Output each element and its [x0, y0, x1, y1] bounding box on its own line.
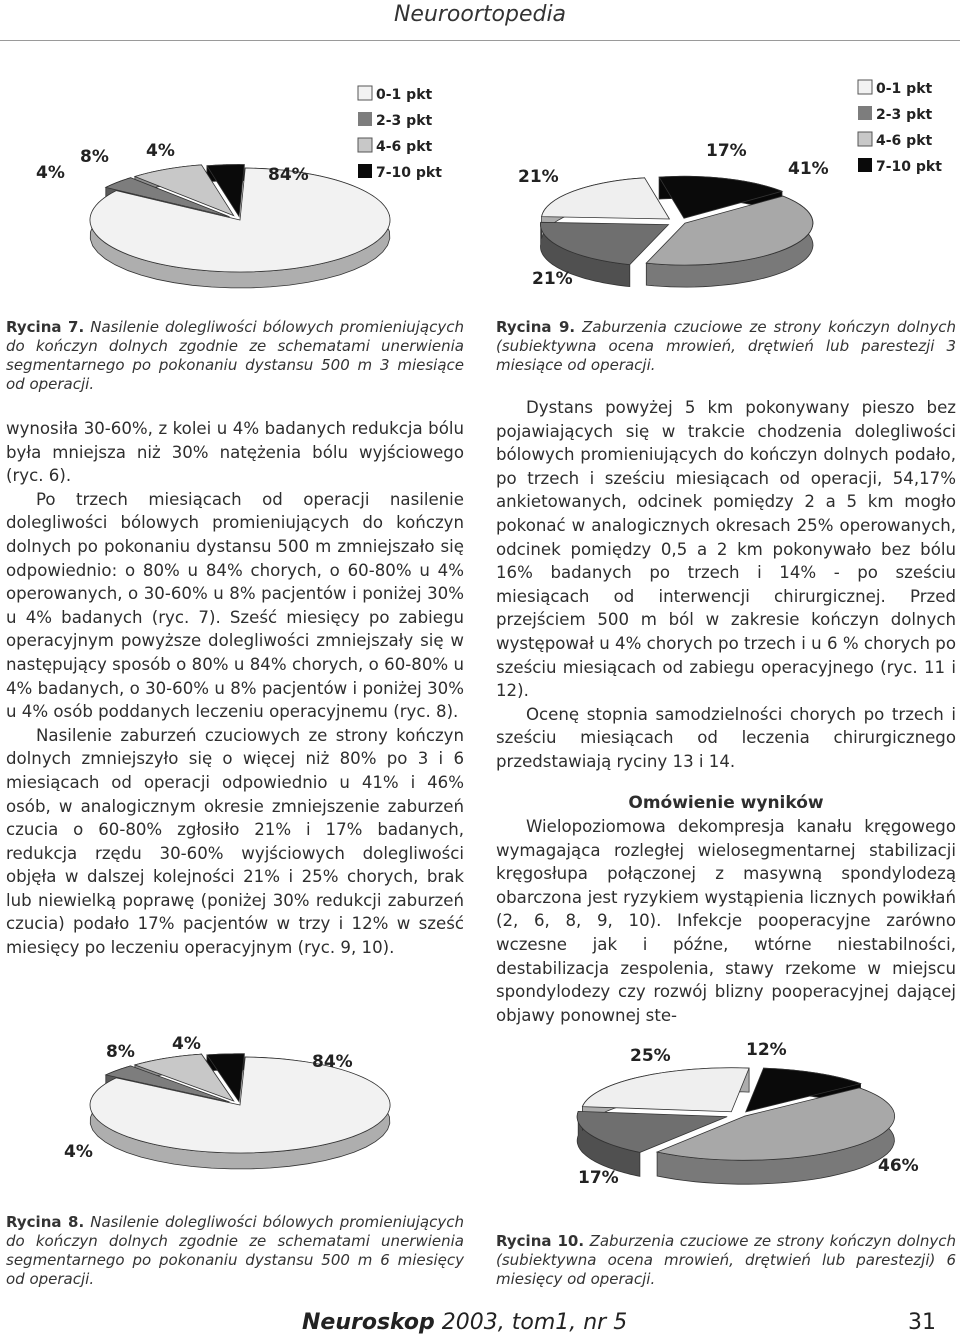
- journal-section-header: Neuroortopedia: [393, 2, 567, 27]
- right-paragraph-3: Wielopoziomowa dekompresja kanału kręgowego wymagająca rozległej wielosegmentarnej stabilizacji kręgosłupa połączonej z masywną spondylodezą obarczona jest ryzykiem wystąpienia licznych powikłań (2, 6, 8, 9, 10). Infekcje pooperacyjne zarówno wczesne jak i późne, wtórne niestabilności, destabilizacja zespolenia, stawy rzekome w miejscu spondylodezy czy rozwój blizny pooperacyjnej dającej objawy ponownej ste-: [496, 817, 956, 1025]
- data-label-21b: 21%: [532, 269, 573, 289]
- page-number: 31: [908, 1310, 936, 1335]
- legend-swatch-2: [358, 138, 372, 152]
- data-label-46: 46%: [878, 1156, 919, 1176]
- journal-footer: [302, 1310, 627, 1335]
- legend-label-2: 4-6 pkt: [376, 139, 433, 155]
- legend-swatch-0: [358, 86, 372, 100]
- data-label-25: 25%: [630, 1046, 671, 1066]
- data-label-84: 84%: [268, 165, 309, 185]
- legend-label-0: 0-1 pkt: [876, 81, 933, 97]
- right-paragraph-2: Ocenę stopnia samodzielności chorych po trzech i sześciu miesiącach od leczenia chirurgicznego przedstawiają ryciny 13 i 14.: [496, 704, 956, 771]
- legend-label-2: 4-6 pkt: [876, 133, 933, 149]
- left-paragraph-1: wynosiła 30-60%, z kolei u 4% badanych redukcja bólu była mniejsza niż 30% natężenia bólu wyjściowego (ryc. 6).: [6, 419, 464, 486]
- legend-swatch-2: [858, 132, 872, 146]
- caption-text: Zaburzenia czuciowe ze strony kończyn dolnych (subiektywna ocena mrowień, drętwień lub parestezji 3 miesiące od operacji.: [496, 318, 956, 374]
- caption-text: Zaburzenia czuciowe ze strony kończyn dolnych (subiektywna ocena mrowień, drętwień lub parestezji) 6 miesięcy od operacji.: [496, 1232, 956, 1288]
- legend-swatch-1: [858, 106, 872, 120]
- caption-fig7: [6, 318, 464, 394]
- legend-swatch-0: [858, 80, 872, 94]
- caption-label: Rycina 8.: [6, 1213, 85, 1231]
- pie-fig7: [90, 165, 390, 288]
- data-label-21a: 21%: [518, 167, 559, 187]
- legend-swatch-3: [858, 158, 872, 172]
- section-heading: Omówienie wyników: [628, 792, 824, 813]
- header-rule: [0, 40, 960, 41]
- data-label-84: 84%: [312, 1052, 353, 1072]
- left-paragraph-2: Po trzech miesiącach od operacji nasilenie dolegliwości bólowych promieniujących do kończyn dolnych po pokonaniu dystansu 500 m zmniejszało się odpowiednio: o 80% u 84% chorych, o 60-80% u 4% operowanych, o 30-60% u 8% pacjentów i poniżej 30% u 4% badanych (ryc. 7). Sześć miesięcy po zabiegu operacyjnym powyższe dolegliwości zmniejszały się w następujący sposób o 80% u 84% chorych, o 60-80% u 4% badanych, o 30-60% u 8% pacjentów i poniżej 30% u 4% osób poddanych leczeniu operacyjnemu (ryc. 8).: [6, 489, 464, 722]
- data-label-17: 17%: [706, 141, 747, 161]
- left-column-text: [6, 417, 464, 960]
- caption-fig9: [496, 318, 956, 375]
- pie-slice-2: [542, 178, 670, 219]
- data-label-8: 8%: [80, 147, 109, 167]
- data-label-41: 41%: [788, 159, 829, 179]
- data-label-12: 12%: [746, 1040, 787, 1060]
- data-label-4a: 4%: [36, 163, 65, 183]
- chart-fig7: [20, 70, 460, 310]
- data-label-4b: 4%: [172, 1034, 201, 1054]
- legend-fig9: [858, 80, 942, 175]
- right-paragraph-1: Dystans powyżej 5 km pokonywany pieszo bez pojawiających się w trakcie chodzenia dolegliwości bólowych promieniujących do kończyn dolnych podało, po trzech i sześciu miesiącach od operacji, 54,17% ankietowanych, odcinek pomiędzy 2 a 5 km mogło pokonać w analogicznych okresach 25% operowanych, odcinek pomiędzy 0,5 a 2 km pokonywało bez bólu 16% badanych po trzech i 14% - po sześciu miesiącach od interwencji chirurgicznej. Przed przejściem 500 m ból w zakresie kończyn dolnych występował u 4% chorych po trzech i u 6 % chorych po sześciu miesiącach od zabiegu operacyjnego (ryc. 11 i 12).: [496, 398, 956, 701]
- data-label-17: 17%: [578, 1168, 619, 1188]
- journal-name: Neuroskop: [302, 1310, 435, 1335]
- data-label-4a: 4%: [64, 1142, 93, 1162]
- caption-label: Rycina 7.: [6, 318, 85, 336]
- pie-fig10: [577, 1068, 895, 1184]
- caption-fig8: [6, 1213, 464, 1289]
- legend-label-3: 7-10 pkt: [376, 165, 442, 181]
- chart-fig9: [510, 70, 950, 310]
- caption-fig10: [496, 1232, 956, 1289]
- journal-issue: 2003, tom1, nr 5: [434, 1310, 628, 1335]
- chart-fig10: [560, 1025, 960, 1205]
- caption-text: Nasilenie dolegliwości bólowych promieniujących do kończyn dolnych zgodnie ze schematami unerwienia segmentarnego po pokonaniu dystansu 500 m 3 miesiące od operacji.: [6, 318, 464, 393]
- legend-swatch-3: [358, 164, 372, 178]
- data-label-4b: 4%: [146, 141, 175, 161]
- legend-swatch-1: [358, 112, 372, 126]
- pie-slice-2: [582, 1068, 749, 1112]
- caption-label: Rycina 10.: [496, 1232, 585, 1250]
- data-label-8: 8%: [106, 1042, 135, 1062]
- caption-label: Rycina 9.: [496, 318, 576, 336]
- legend-label-1: 2-3 pkt: [376, 113, 433, 129]
- legend-label-0: 0-1 pkt: [376, 87, 433, 103]
- chart-fig8: [40, 1025, 440, 1195]
- caption-text: Nasilenie dolegliwości bólowych promieniujących do kończyn dolnych zgodnie ze schematami unerwienia segmentarnego po pokonaniu dystansu 500 m 6 miesięcy od operacji.: [6, 1213, 464, 1288]
- left-paragraph-3: Nasilenie zaburzeń czuciowych ze strony kończyn dolnych zmniejszyło się o więcej niż 80% po 3 i 6 miesiącach od operacji odpowiednio u 41% i 46% osób, w analogicznym okresie zmniejszenie zaburzeń czucia o 60-80% zgłosiło 21% i 17% badanych, redukcja rzędu 30-60% wyjściowych dolegliwości objęła w dalszej kolejności 21% i 25% chorych, brak lub niewielką poprawę (poniżej 30% redukcji zaburzeń czucia) podało 17% pacjentów w trzy i 12% w sześć miesięcy po leczeniu operacyjnym (ryc. 9, 10).: [6, 725, 464, 958]
- right-column-text: [496, 396, 956, 1027]
- legend-fig7: [358, 86, 442, 181]
- legend-label-1: 2-3 pkt: [876, 107, 933, 123]
- pie-fig9: [541, 176, 814, 287]
- legend-label-3: 7-10 pkt: [876, 159, 942, 175]
